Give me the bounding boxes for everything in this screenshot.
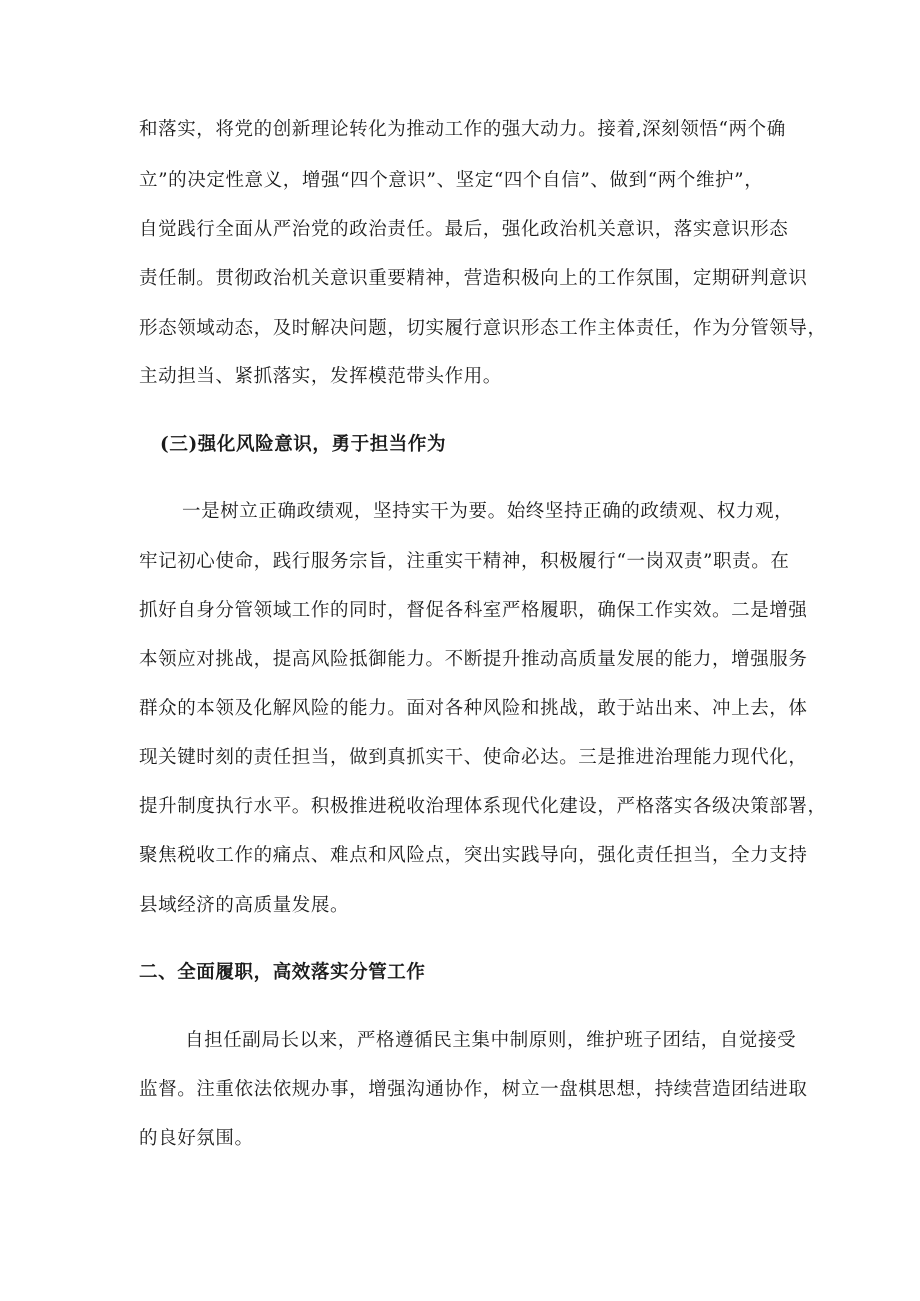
paragraph-line: 聚焦税收工作的痛点、难点和风险点，突出实践导向，强化责任担当，全力支持	[139, 845, 808, 866]
paragraph-line: 群众的本领及化解风险的能力。面对各种风险和挑战，敢于站出来、冲上去，体	[139, 698, 808, 719]
paragraph-line: 县域经济的高质量发展。	[139, 895, 350, 916]
paragraph-line: 的良好氛围。	[139, 1128, 254, 1149]
paragraph-line: 主动担当、紧抓落实，发挥模范带头作用。	[139, 366, 502, 387]
paragraph-line: 和落实，将党的创新理论转化为推动工作的强大动力。接着,深刻领悟“两个确	[139, 119, 786, 140]
paragraph-line: 提升制度执行水平。积极推进税收治理体系现代化建设，严格落实各级决策部署，	[139, 796, 827, 817]
paragraph-line: 现关键时刻的责任担当，做到真抓实干、使命必达。三是推进治理能力现代化，	[139, 747, 808, 768]
paragraph-line: 牢记初心使命，践行服务宗旨，注重实干精神，积极履行“一岗双责”职责。在	[139, 551, 790, 572]
paragraph-line: 抓好自身分管领域工作的同时，督促各科室严格履职，确保工作实效。二是增强	[139, 600, 808, 621]
paragraph-line: 责任制。贯彻政治机关意识重要精神，营造积极向上的工作氛围，定期研判意识	[139, 268, 808, 289]
paragraph-line: 立”的决定性意义，增强“四个意识”、坚定“四个自信”、做到“两个维护”，	[139, 170, 764, 191]
section-heading-3: (三)强化风险意识，勇于担当作为	[160, 434, 447, 455]
section-heading-2: 二、全面履职，高效落实分管工作	[139, 962, 426, 983]
paragraph-line: 自觉践行全面从严治党的政治责任。最后，强化政治机关意识，落实意识形态	[139, 219, 789, 240]
paragraph-line: 一是树立正确政绩观，坚持实干为要。始终坚持正确的政绩观、权力观，	[182, 501, 794, 522]
paragraph-line: 自担任副局长以来，严格遵循民主集中制原则，维护班子团结，自觉接受	[185, 1030, 797, 1051]
paragraph-line: 形态领域动态，及时解决问题，切实履行意识形态工作主体责任，作为分管领导，	[139, 318, 827, 339]
paragraph-line: 监督。注重依法依规办事，增强沟通协作，树立一盘棋思想，持续营造团结进取	[139, 1079, 808, 1100]
paragraph-line: 本领应对挑战，提高风险抵御能力。不断提升推动高质量发展的能力，增强服务	[139, 649, 808, 670]
